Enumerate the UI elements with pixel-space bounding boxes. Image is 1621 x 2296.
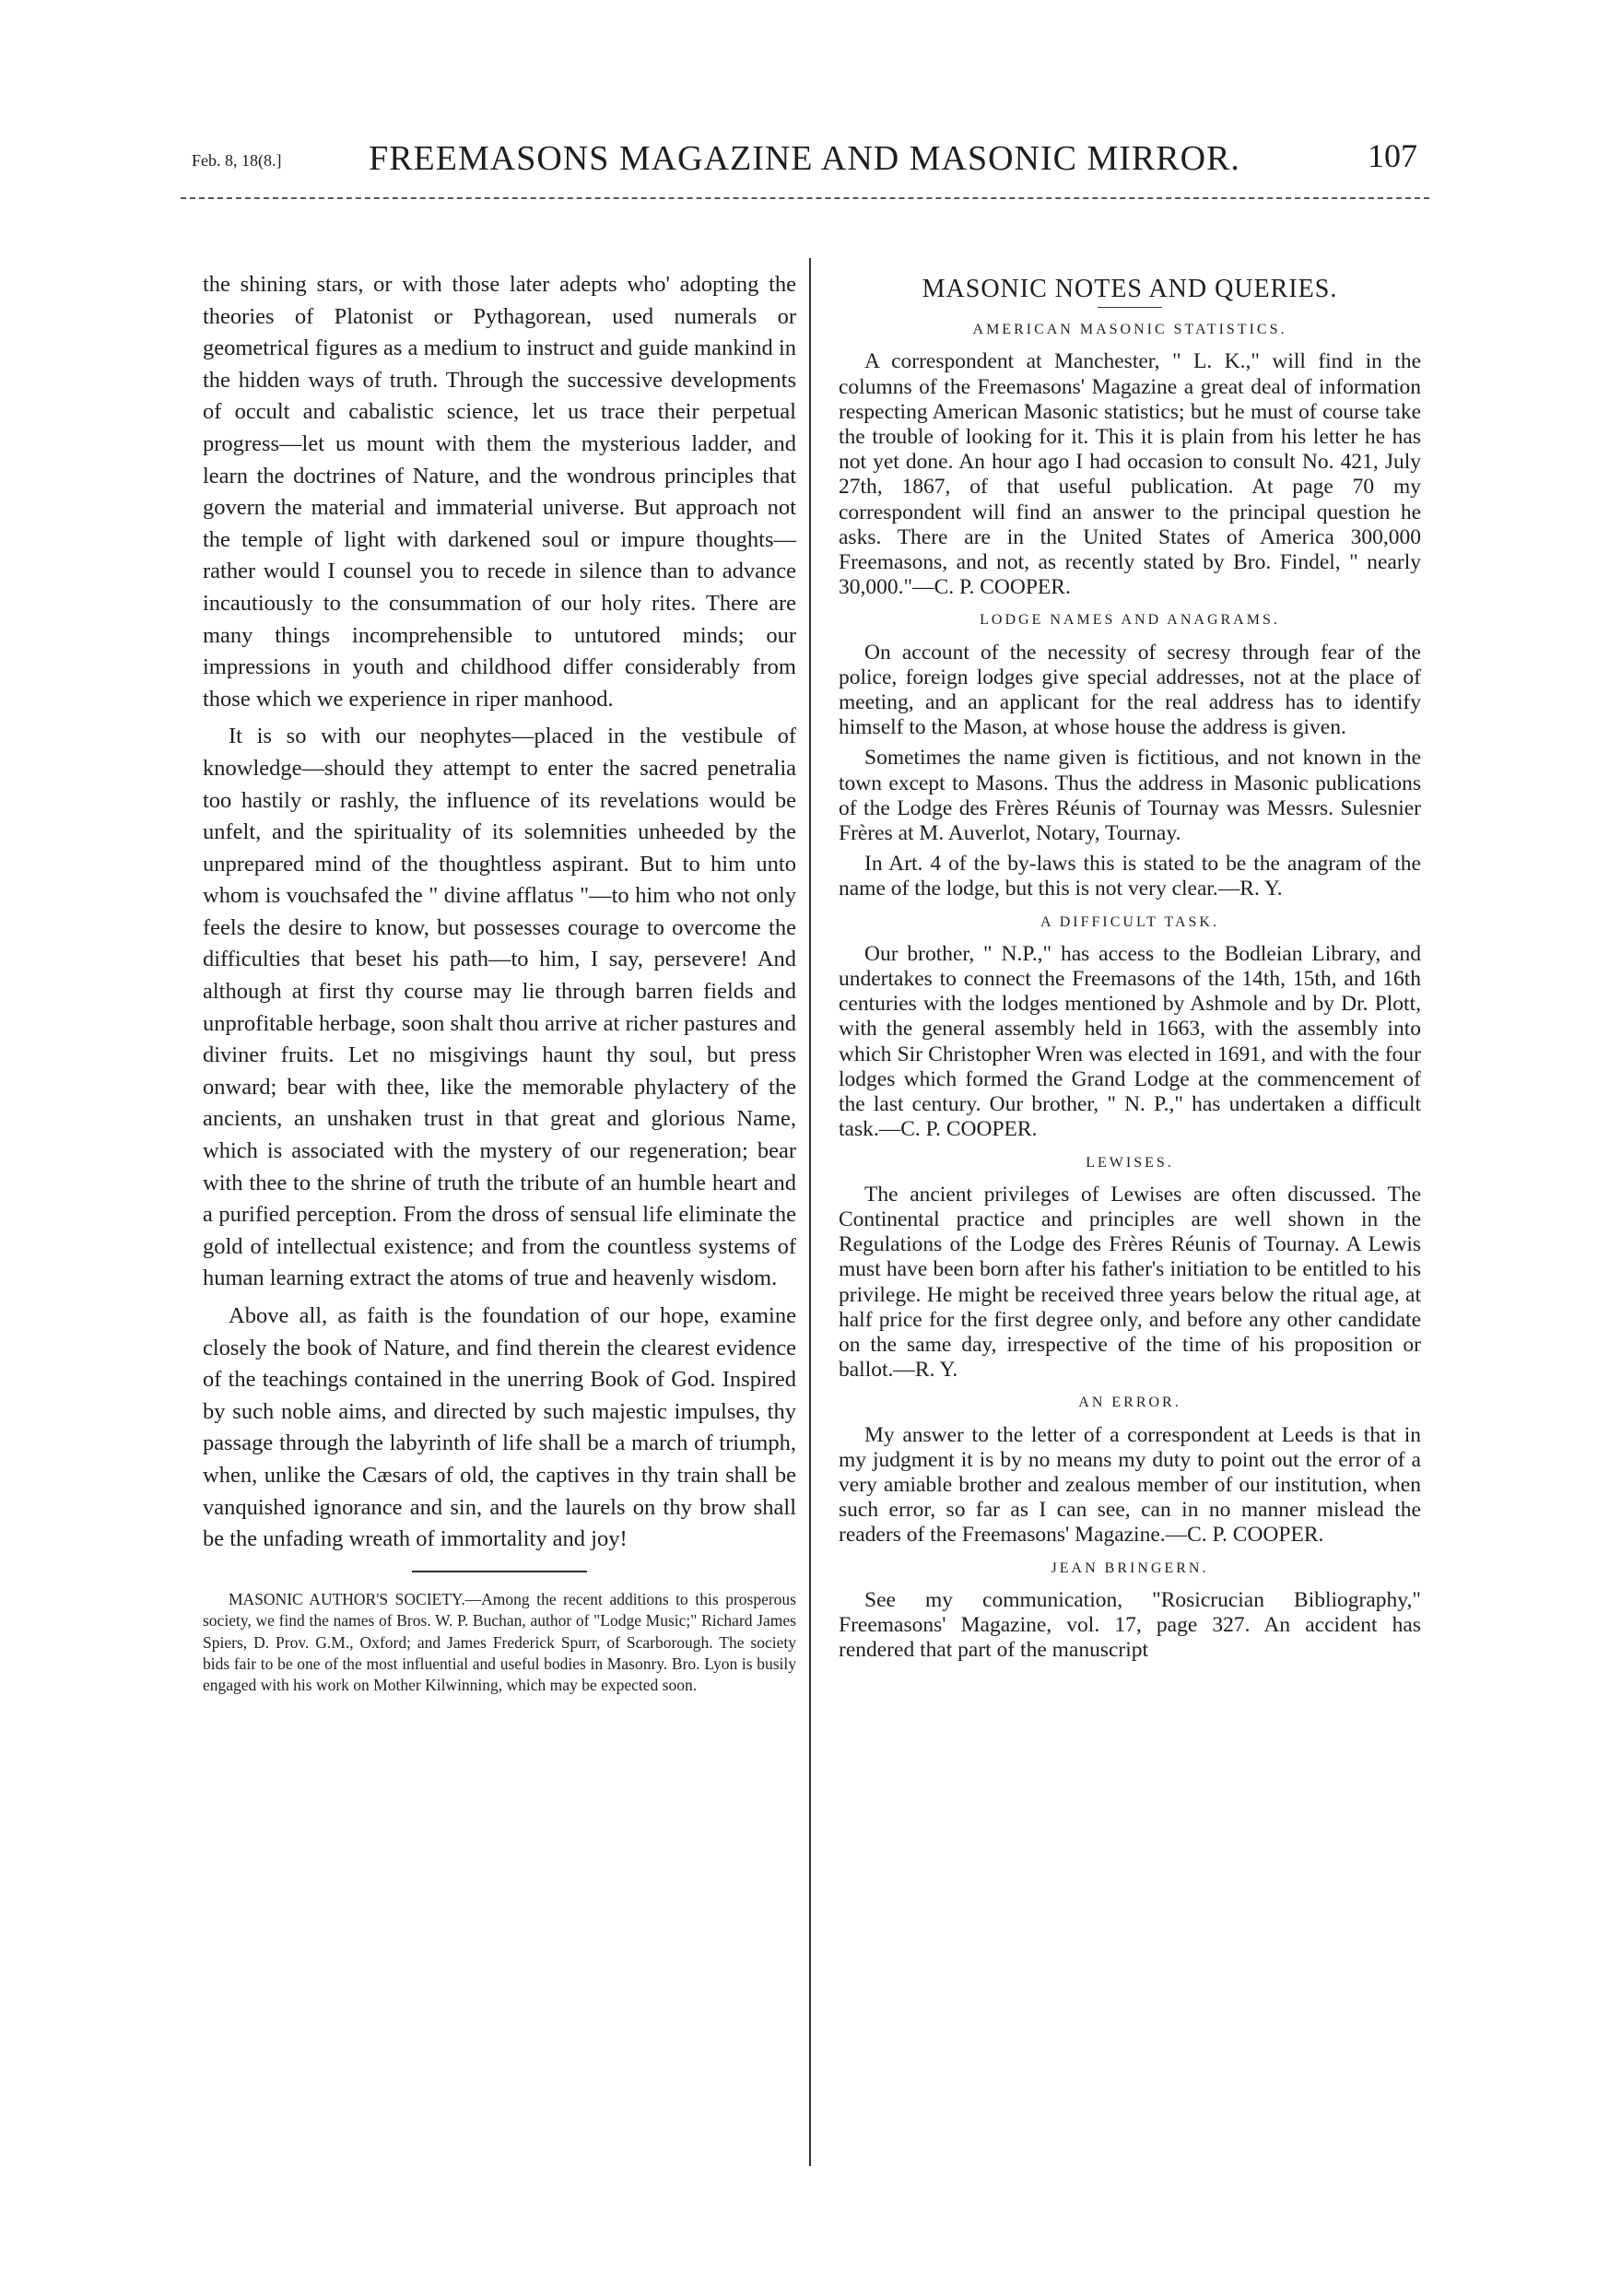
entry-paragraph: A correspondent at Manchester, " L. K.," will find in the columns of the Freemasons' Magazine a great deal of information respecting American Masonic statistics; but he must of course take the trouble of looking for it. This it is plain from his letter he has not yet done. An hour ago I had occasion to consult No. 421, July 27th, 1867, of that useful publication. At page 70 my correspondent will find an answer to the principal question he asks. There are in the United States of America 300,000 Freemasons, and not, as recently stated by Bro. Findel, " nearly 30,000."—C. P. COOPER. bbox=[839, 349, 1421, 600]
issue-date: Feb. 8, 18(8.] bbox=[192, 151, 282, 170]
page-header bbox=[192, 138, 1417, 184]
entry-paragraph: The ancient privileges of Lewises are often discussed. The Continental practice and principles are well shown in the Regulations of the Lodge des Frères Réunis of Tournay. A Lewis must have been born after his father's initiation to be entitled to his privilege. He might be received three years below the ritual age, at half price for the first degree only, and before any other candidate on the same day, irrespective of the time of his proposition or ballot.—R. Y. bbox=[839, 1182, 1421, 1383]
entry-paragraph: In Art. 4 of the by-laws this is stated to be the anagram of the name of the lodge, but this is not very clear.—R. Y. bbox=[839, 852, 1421, 901]
right-column bbox=[839, 277, 1421, 1668]
column-rule bbox=[412, 1571, 587, 1572]
entry-paragraph: My answer to the letter of a correspondent at Leeds is that in my judgment it is by no means my duty to point out the error of a very amiable brother and zealous member of our institution, when such error, so far as I can see, can in no manner mislead the readers of the Freemasons' Magazine.—C. P. COOPER. bbox=[839, 1422, 1421, 1548]
footnote: MASONIC AUTHOR'S SOCIETY.—Among the recent additions to this prosperous society, we find the names of Bros. W. P. Buchan, author of "Lodge Music;" Richard James Spiers, D. Prov. G.M., Oxford; and James Frederick Spurr, of Scarborough. The society bids fair to be one of the most influential and useful bodies in Masonry. Bro. Lyon is busily engaged with his work on Mother Kilwinning, which may be expected soon. bbox=[203, 1589, 796, 1695]
left-column bbox=[203, 269, 796, 1702]
body-paragraph: the shining stars, or with those later adepts who' adopting the theories of Platonist or Pythagorean, used numerals or geometrical figures as a medium to instruct and guide mankind in the hidden ways of truth. Through the successive developments of occult and cabalistic science, let us trace their perpetual progress—let us mount with them the mysterious ladder, and learn the doctrines of Nature, and the wondrous principles that govern the material and immaterial universe. But approach not the temple of light with darkened soul or impure thoughts—rather would I counsel you to recede in silence than to advance incautiously to the consummation of our holy rites. There are many things incomprehensible to untutored minds; our impressions in youth and childhood differ considerably from those which we experience in riper manhood. bbox=[203, 272, 796, 712]
section-rule bbox=[1098, 307, 1162, 308]
entry-heading: LODGE NAMES AND ANAGRAMS. bbox=[980, 612, 1280, 629]
entry-paragraph: On account of the necessity of secresy through fear of the police, foreign lodges give special addresses, not at the place of meeting, and an applicant for the real address has to identify himself to the Mason, at whose house the address is given. bbox=[839, 640, 1421, 740]
body-paragraph: It is so with our neophytes—placed in the vestibule of knowledge—should they attempt to enter the sacred penetralia too hastily or rashly, the influence of its revelations would be unfelt, and the spirituality of its solemnities unheeded by the unprepared mind of the thoughtless aspirant. But to him unto whom is vouchsafed the " divine afflatus "—to him who not only feels the desire to know, but possesses courage to overcome the difficulties that beset his path—to him, I say, persevere! And although at first thy course may lie through barren fields and unprofitable herbage, soon shalt thou arrive at richer pastures and diviner fruits. Let no misgivings haunt thy soul, but press onward; bear with thee, like the memorable phylactery of the ancients, an unshaken trust in that great and glorious Name, which is associated with the mystery of our regeneration; bear with thee to the shrine of truth the tribute of an humble heart and a purified perception. From the dross of sensual life eliminate the gold of intellectual existence; and from the countless systems of human learning extract the atoms of true and heavenly wisdom. bbox=[203, 724, 796, 1291]
entry-heading: LEWISES. bbox=[1086, 1154, 1174, 1171]
page-number: 107 bbox=[1368, 137, 1417, 174]
entry-heading: A DIFFICULT TASK. bbox=[1040, 913, 1219, 930]
entry-heading: AN ERROR. bbox=[1078, 1395, 1181, 1411]
entry-paragraph: Our brother, " N.P.," has access to the Bodleian Library, and undertakes to connect the Freemasons of the 14th, 15th, and 16th centuries with the lodges mentioned by Ashmole and by Dr. Plott, with the general assembly held in 1663, with the assembly into which Sir Christopher Wren was elected in 1691, and with the four lodges which formed the Grand Lodge at the commencement of the last century. Our brother, " N. P.," has undertaken a difficult task.—C. P. COOPER. bbox=[839, 941, 1421, 1142]
column-divider bbox=[809, 258, 811, 2166]
section-title: MASONIC NOTES AND QUERIES. bbox=[922, 275, 1338, 303]
header-rule bbox=[181, 197, 1429, 199]
entry-paragraph: Sometimes the name given is fictitious, and not known in the town except to Masons. Thus the address in Masonic publications of the Lodge des Frères Réunis of Tournay was Messrs. Sulesnier Frères at M. Auverlot, Notary, Tournay. bbox=[839, 746, 1421, 846]
entry-heading: AMERICAN MASONIC STATISTICS. bbox=[972, 322, 1287, 338]
magazine-title: FREEMASONS MAGAZINE AND MASONIC MIRROR. bbox=[369, 139, 1240, 178]
entry-heading: JEAN BRINGERN. bbox=[1051, 1560, 1209, 1576]
body-paragraph: Above all, as faith is the foundation of our hope, examine closely the book of Nature, and find therein the clearest evidence of the teachings contained in the unerring Book of God. Inspired by such noble aims, and directed by such majestic impulses, thy passage through the labyrinth of life shall be a march of triumph, when, unlike the Cæsars of old, the captives in thy train shall be vanquished ignorance and sin, and the laurels on thy brow shall be the unfading wreath of immortality and joy! bbox=[203, 1303, 796, 1552]
entry-paragraph: See my communication, "Rosicrucian Bibliography," Freemasons' Magazine, vol. 17, page 327. An accident has rendered that part of the manuscript bbox=[839, 1587, 1421, 1663]
